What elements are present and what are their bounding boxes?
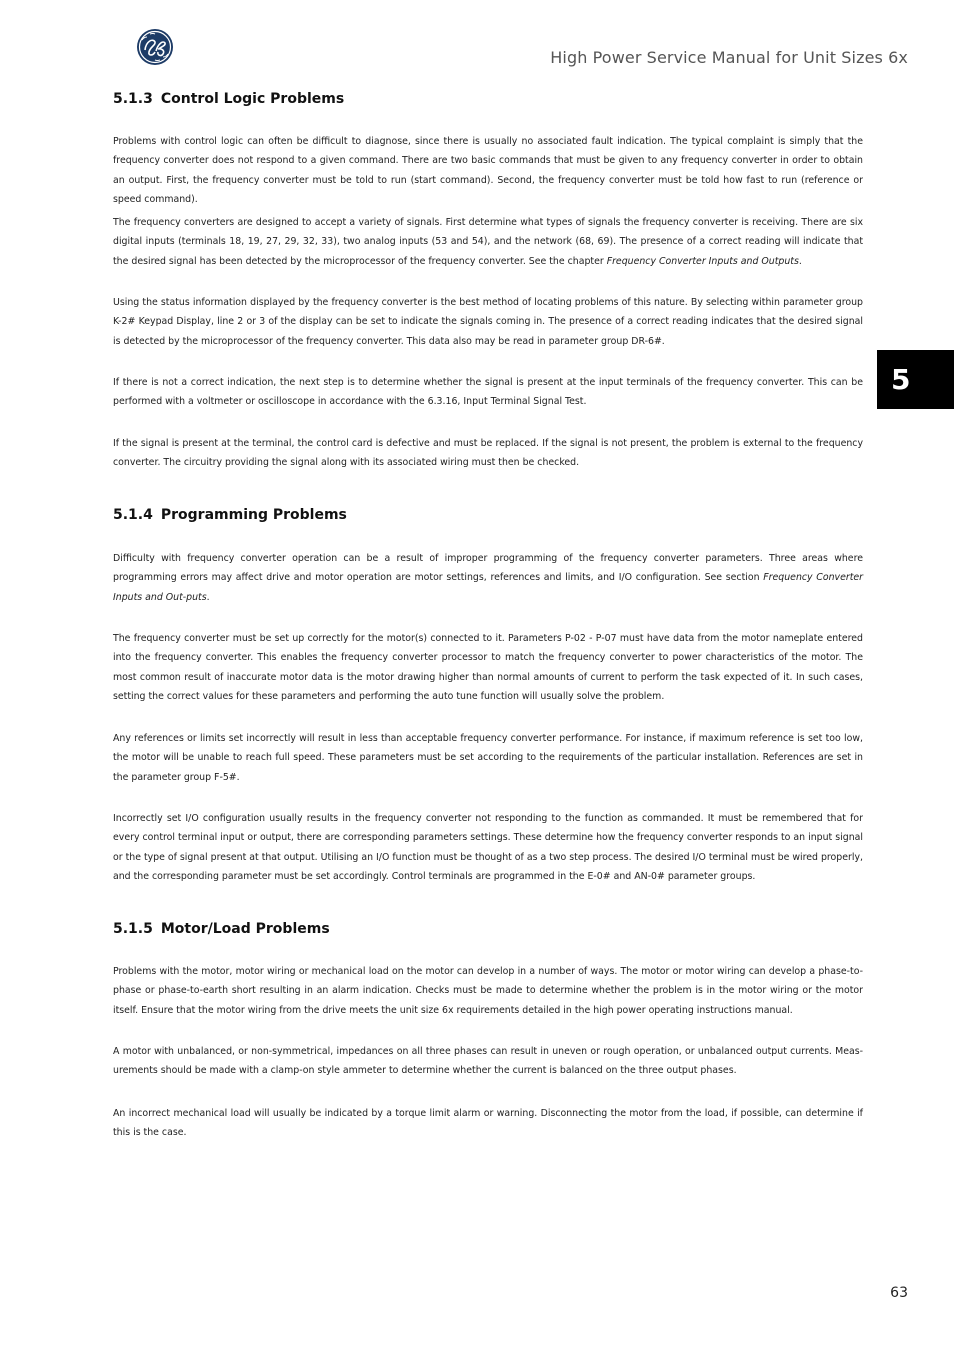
- chapter-tab: 5: [877, 350, 954, 409]
- paragraph-text: Difficulty with frequency converter operation can be a result of improper programming of the frequency converter parameters. Three areas where programming errors may affect drive and motor operation are motor settings, references and limits, and I/O configuration. See section: [113, 553, 863, 584]
- paragraph-tail: .: [206, 591, 210, 603]
- ge-logo-icon: [136, 28, 174, 66]
- paragraph-tail: .: [798, 255, 802, 267]
- section-title: Motor/Load Problems: [160, 921, 330, 937]
- paragraph: Any references or limits set incorrectly will result in less than acceptable frequency converter performance. For instance, if maximum reference is set too low, the motor will be unable to reach full speed. These parameters must be set according to the requirements of the particular installation. References are set in the parameter group F-5#.: [113, 733, 863, 783]
- paragraph: Using the status information displayed by the frequency converter is the best method of locating problems of this nature. By selecting within parameter group K-2# Keypad Display, line 2 or 3 of the display can be set to indicate the signals coming in. The presence of a correct reading indicates that the desired signal is detected by the microprocessor of the frequency converter. This data also may be read in parameter group DR-6#.: [113, 297, 863, 347]
- section-number: 5.1.3: [113, 91, 153, 107]
- section-title: Programming Problems: [160, 507, 347, 523]
- section-control-logic: [113, 90, 863, 469]
- paragraph-text: The frequency converters are designed to accept a variety of signals. First determine what types of signals the frequency converter is receiving. There are six digital inputs (terminals 18, 19, 27, 29, 32, 33), two analog inputs (53 and 54), and the network (68, 69). The presence of a correct reading will indicate that the desired signal has been detected by the microprocessor of the frequency converter. See the chapter: [113, 217, 863, 267]
- paragraph-reference: Frequency Converter Inputs and Outputs: [606, 255, 799, 267]
- header-title: High Power Service Manual for Unit Sizes 6x: [550, 48, 908, 67]
- paragraph: If the signal is present at the terminal, the control card is defective and must be replaced. If the signal is not present, the problem is external to the frequency converter. The circuitry providing the signal along with its associated wiring must then be checked.: [113, 438, 863, 469]
- paragraph: If there is not a correct indication, the next step is to determine whether the signal is present at the input terminals of the frequency converter. This can be performed with a voltmeter or oscilloscope in accordance with the 6.3.16, Input Terminal Signal Test.: [113, 377, 863, 408]
- paragraph: An incorrect mechanical load will usually be indicated by a torque limit alarm or warning. Disconnecting the motor from the load, if possible, can determine if this is the case.: [113, 1108, 863, 1139]
- section-title: Control Logic Problems: [160, 91, 345, 107]
- paragraph: [113, 213, 863, 271]
- paragraph: Problems with control logic can often be difficult to diagnose, since there is usually no associated fault indication. The typical complaint is simply that the frequency converter does not respond to a given command. There are two basic commands that must be given to any frequency converter in order to obtain an output. First, the frequency converter must be told to run (start command). Second, the frequency converter must be told how fast to run (reference or speed command).: [113, 136, 863, 206]
- paragraph: [113, 549, 863, 607]
- paragraph: Incorrectly set I/O configuration usually results in the frequency converter not responding to the function as commanded. It must be remembered that for every control terminal input or output, there are corresponding parameters settings. These determine how the frequency converter responds to an input signal or the type of signal present at that output. Utilising an I/O function must be thought of as a two step process. The desired I/O terminal must be wired properly, and the corresponding parameter must be set accordingly. Control terminals are programmed in the E-0# and AN-0# parameter groups.: [113, 813, 863, 883]
- section-motor-load: [113, 920, 863, 1139]
- section-heading: [113, 90, 863, 108]
- section-heading: [113, 506, 863, 524]
- page-number: 63: [890, 1285, 908, 1301]
- section-programming: [113, 506, 863, 883]
- section-number: 5.1.4: [113, 507, 153, 523]
- section-heading: [113, 920, 863, 938]
- paragraph: The frequency converter must be set up correctly for the motor(s) connected to it. Parameters P-02 - P-07 must have data from the motor nameplate entered into the frequency converter. This enables the frequency converter processor to match the frequency converter to power characteristics of the motor. The most common result of inaccurate motor data is the motor drawing higher than normal amounts of current to perform the task expected of it. In such cases, setting the correct values for these parameters and performing the auto tune function will usually solve the problem.: [113, 633, 863, 703]
- paragraph-reference: Frequency Converter Inputs and Out-puts: [113, 572, 863, 603]
- section-number: 5.1.5: [113, 921, 153, 937]
- paragraph: A motor with unbalanced, or non-symmetrical, impedances on all three phases can result in uneven or rough operation, or unbalanced output currents. Meas-urements should be made with a clamp-on style ammeter to determine whether the current is balanced on the three output phases.: [113, 1046, 863, 1077]
- paragraph: Problems with the motor, motor wiring or mechanical load on the motor can develop in a number of ways. The motor or motor wiring can develop a phase-to-phase or phase-to-earth short resulting in an alarm indication. Checks must be made to determine whether the problem is in the motor wiring or the motor itself. Ensure that the motor wiring from the drive meets the unit size 6x requirements detailed in the high power operating instructions manual.: [113, 966, 863, 1016]
